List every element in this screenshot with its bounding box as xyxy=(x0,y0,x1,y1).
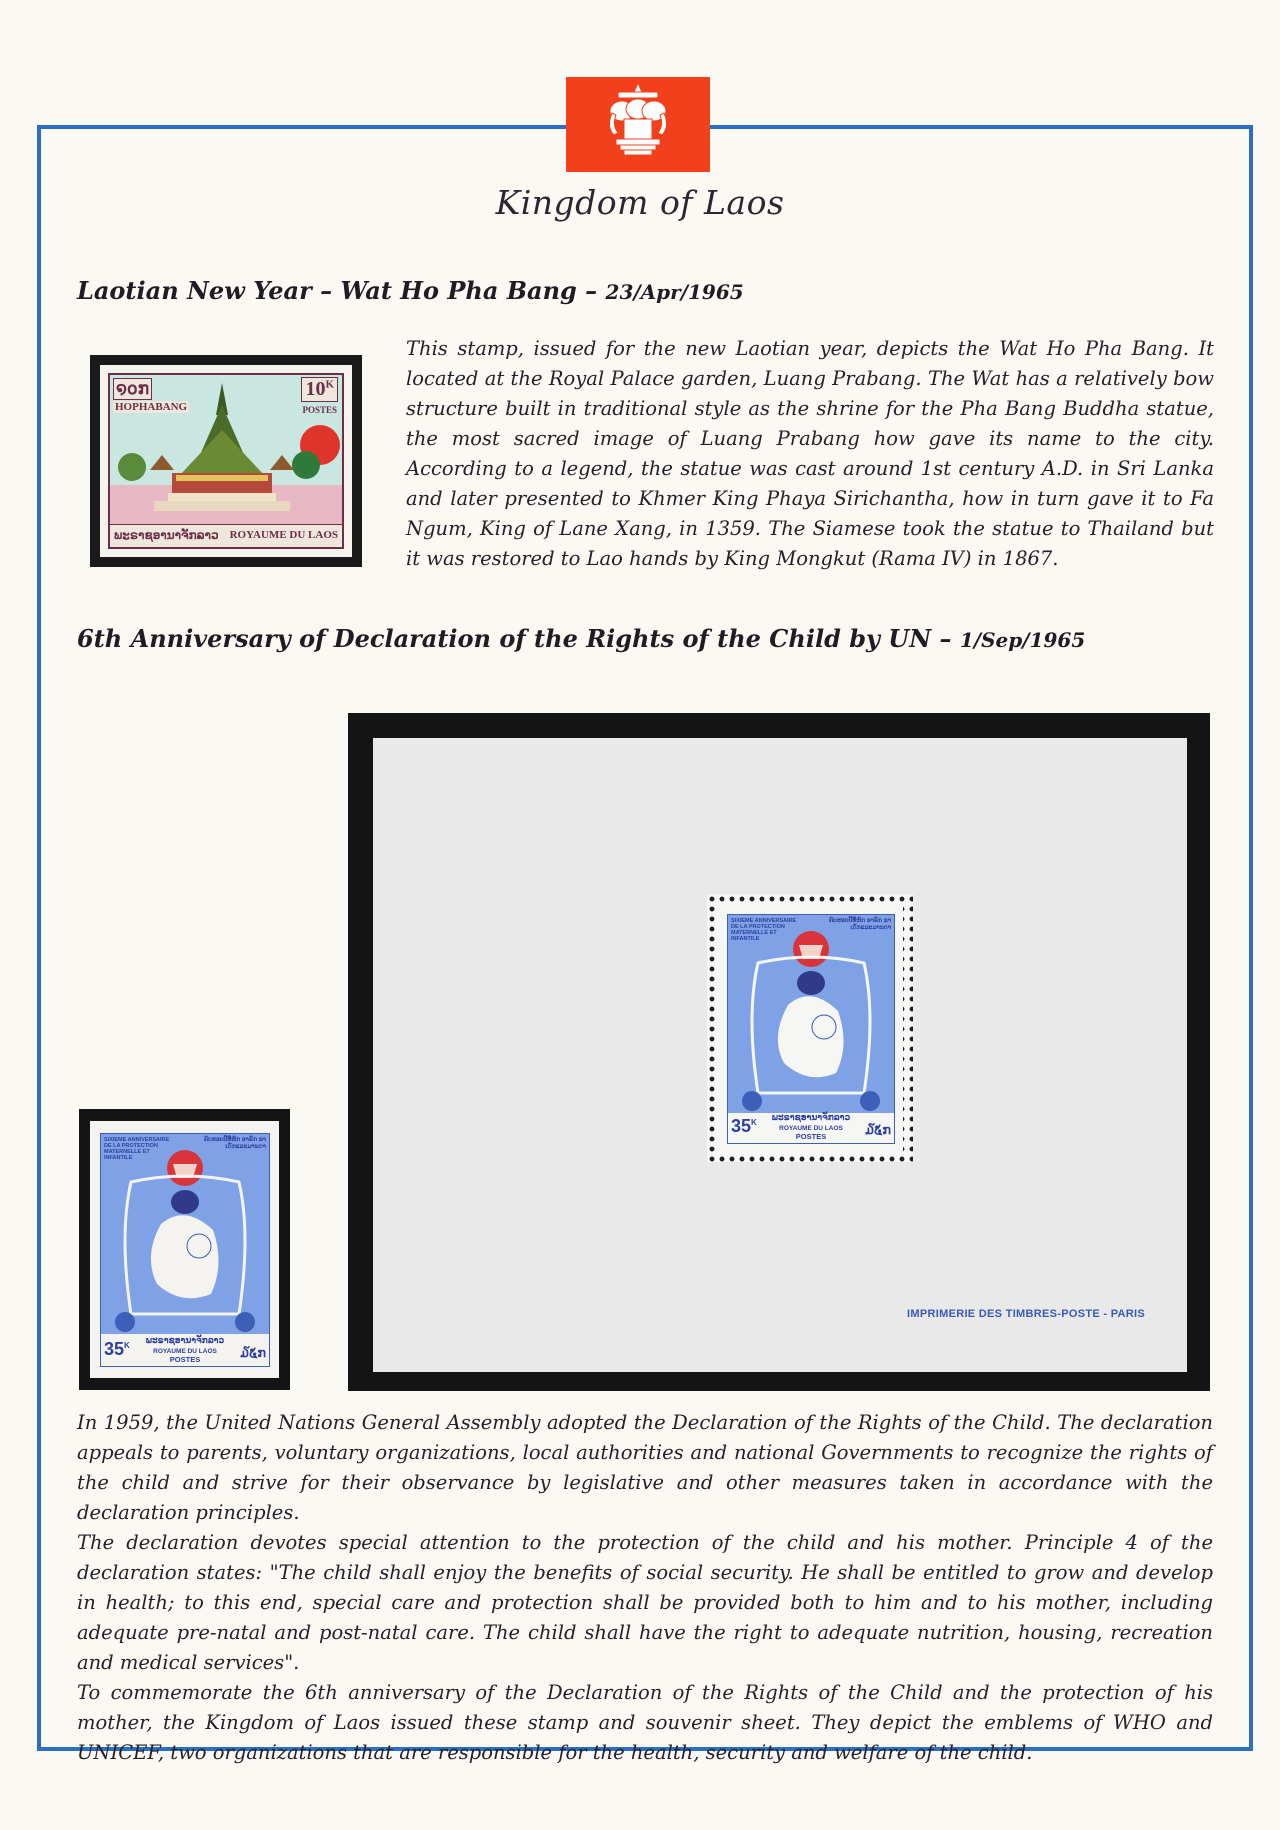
stamp-text-fr: SIXIEME ANNIVERSAIRE DE LA PROTECTION MATERNELLE ET INFANTILE xyxy=(731,918,797,943)
stamp-value-number: 10 xyxy=(305,378,326,400)
section1-date: 23/Apr/1965 xyxy=(605,280,744,304)
stamp-text-fr: SIXIEME ANNIVERSAIRE DE LA PROTECTION MATERNELLE ET INFANTILE xyxy=(104,1137,170,1162)
stamp-value xyxy=(731,1117,757,1137)
stamp-value-number: 35 xyxy=(731,1116,752,1137)
stamp-postes: POSTES xyxy=(795,1131,827,1141)
section2-paragraph-2: The declaration devotes special attention to the protection of the child and his mother. Principle 4 of the declaration states: "The child shall enjoy the benefits of social security. He shall be entitled to grow and develop in health; to this end, special care and protection shall be provided both to him and to his mother, including adequate pre-natal and post-natal care. The child shall have the right to adequate nutrition, housing, recreation and medical services". xyxy=(77,1531,1213,1674)
stamp-value xyxy=(104,1340,130,1360)
stamp-postes: POSTES xyxy=(302,405,337,415)
stamp-artwork xyxy=(100,1133,270,1367)
stamp-text-lao: ຄົບຮອບປີທີ່ຫົກ ອາຣັກ ຂາເດັກແລະມານດາ xyxy=(829,918,891,931)
stamp-text-lao: ຄົບຮອບປີທີ່ຫົກ ອາຣັກ ຂາເດັກແລະມານດາ xyxy=(204,1137,266,1150)
stamp-value-lao: ໑໐ກ xyxy=(113,378,152,400)
section2-paragraph-3: To commemorate the 6th anniversary of the Declaration of the Rights of the Child and the protection of his mother, the Kingdom of Laos issued these stamp and souvenir sheet. They depict the emblems of WHO and UNICEF, two organizations that are responsible for the health, security and welfare of the child. xyxy=(77,1681,1213,1764)
stamp-value-number: 35 xyxy=(104,1339,125,1360)
mother-child-illustration xyxy=(728,915,894,1143)
souvenir-sheet xyxy=(348,713,1210,1391)
section2-description xyxy=(77,1408,1213,1768)
stamp-value xyxy=(301,377,338,402)
stamp-lao-country: ພະຣາຊອານາຈັກລາວ xyxy=(114,528,219,542)
stamp-value-unit: K xyxy=(325,378,334,391)
stamp-country-fr: ROYAUME DU LAOS xyxy=(229,529,338,541)
stamp-country-fr: ROYAUME DU LAOS xyxy=(779,1124,843,1132)
section2-paragraph-1: In 1959, the United Nations General Assembly adopted the Declaration of the Rights of the Child. The declaration appeals to parents, voluntary organizations, local authorities and national Governments to recognize the rights of the child and strive for their observance by legislative and other measures taken in accordance with the declaration principles. xyxy=(77,1411,1213,1524)
stamp-name-label: HOPHABANG xyxy=(115,401,188,413)
section1-heading xyxy=(77,276,744,305)
sheet-paper xyxy=(373,738,1187,1372)
section2-heading xyxy=(77,624,1085,653)
rights-of-child-stamp xyxy=(79,1109,290,1390)
stamp-postes: POSTES xyxy=(169,1354,201,1364)
stamp-value-unit: K xyxy=(751,1118,757,1128)
sheet-stamp xyxy=(717,904,903,1152)
sheet-imprint: IMPRIMERIE DES TIMBRES-POSTE - PARIS xyxy=(907,1308,1145,1320)
mother-child-illustration xyxy=(101,1134,269,1366)
laos-royal-flag xyxy=(566,77,710,172)
section2-date: 1/Sep/1965 xyxy=(959,628,1086,652)
stamp-value-lao: ໓໕ກ xyxy=(240,1344,266,1360)
three-headed-elephant-icon xyxy=(566,77,710,172)
stamp-paper xyxy=(100,365,352,557)
section2-heading-text: 6th Anniversary of Declaration of the Rights of the Child by UN – xyxy=(77,624,952,653)
wat-ho-pha-bang-stamp xyxy=(90,355,362,567)
section1-description: This stamp, issued for the new Laotian year, depicts the Wat Ho Pha Bang. It located at the Royal Palace garden, Luang Prabang. The Wat has a relatively bow structure built in traditional style as the shrine for the Pha Bang Buddha statue, the most sacred image of Luang Prabang how gave its name to the city. According to a legend, the statue was cast around 1st century A.D. in Sri Lanka and later presented to Khmer King Phaya Sirichantha, how in turn gave it to Fa Ngum, King of Lane Xang, in 1359. The Siamese took the statue to Thailand but it was restored to Lao hands by King Mongkut (Rama IV) in 1867. xyxy=(406,337,1214,570)
section1-heading-text: Laotian New Year – Wat Ho Pha Bang – xyxy=(77,276,598,305)
stamp-lao-country: ພະຣາຊອານາຈັກລາວ xyxy=(771,1112,851,1123)
stamp-value-unit: K xyxy=(124,1341,130,1351)
stamp-paper xyxy=(90,1121,279,1378)
stamp-value-lao: ໓໕ກ xyxy=(865,1121,891,1137)
stamp-artwork xyxy=(727,914,895,1144)
stamp-lao-country: ພະຣາຊອານາຈັກລາວ xyxy=(145,1335,225,1346)
page-title: Kingdom of Laos xyxy=(495,183,785,222)
stamp-bottom-band xyxy=(110,524,342,547)
stamp-country-fr: ROYAUME DU LAOS xyxy=(153,1347,217,1355)
stamp-artwork xyxy=(108,373,344,549)
sheet-perforation xyxy=(707,894,913,1162)
